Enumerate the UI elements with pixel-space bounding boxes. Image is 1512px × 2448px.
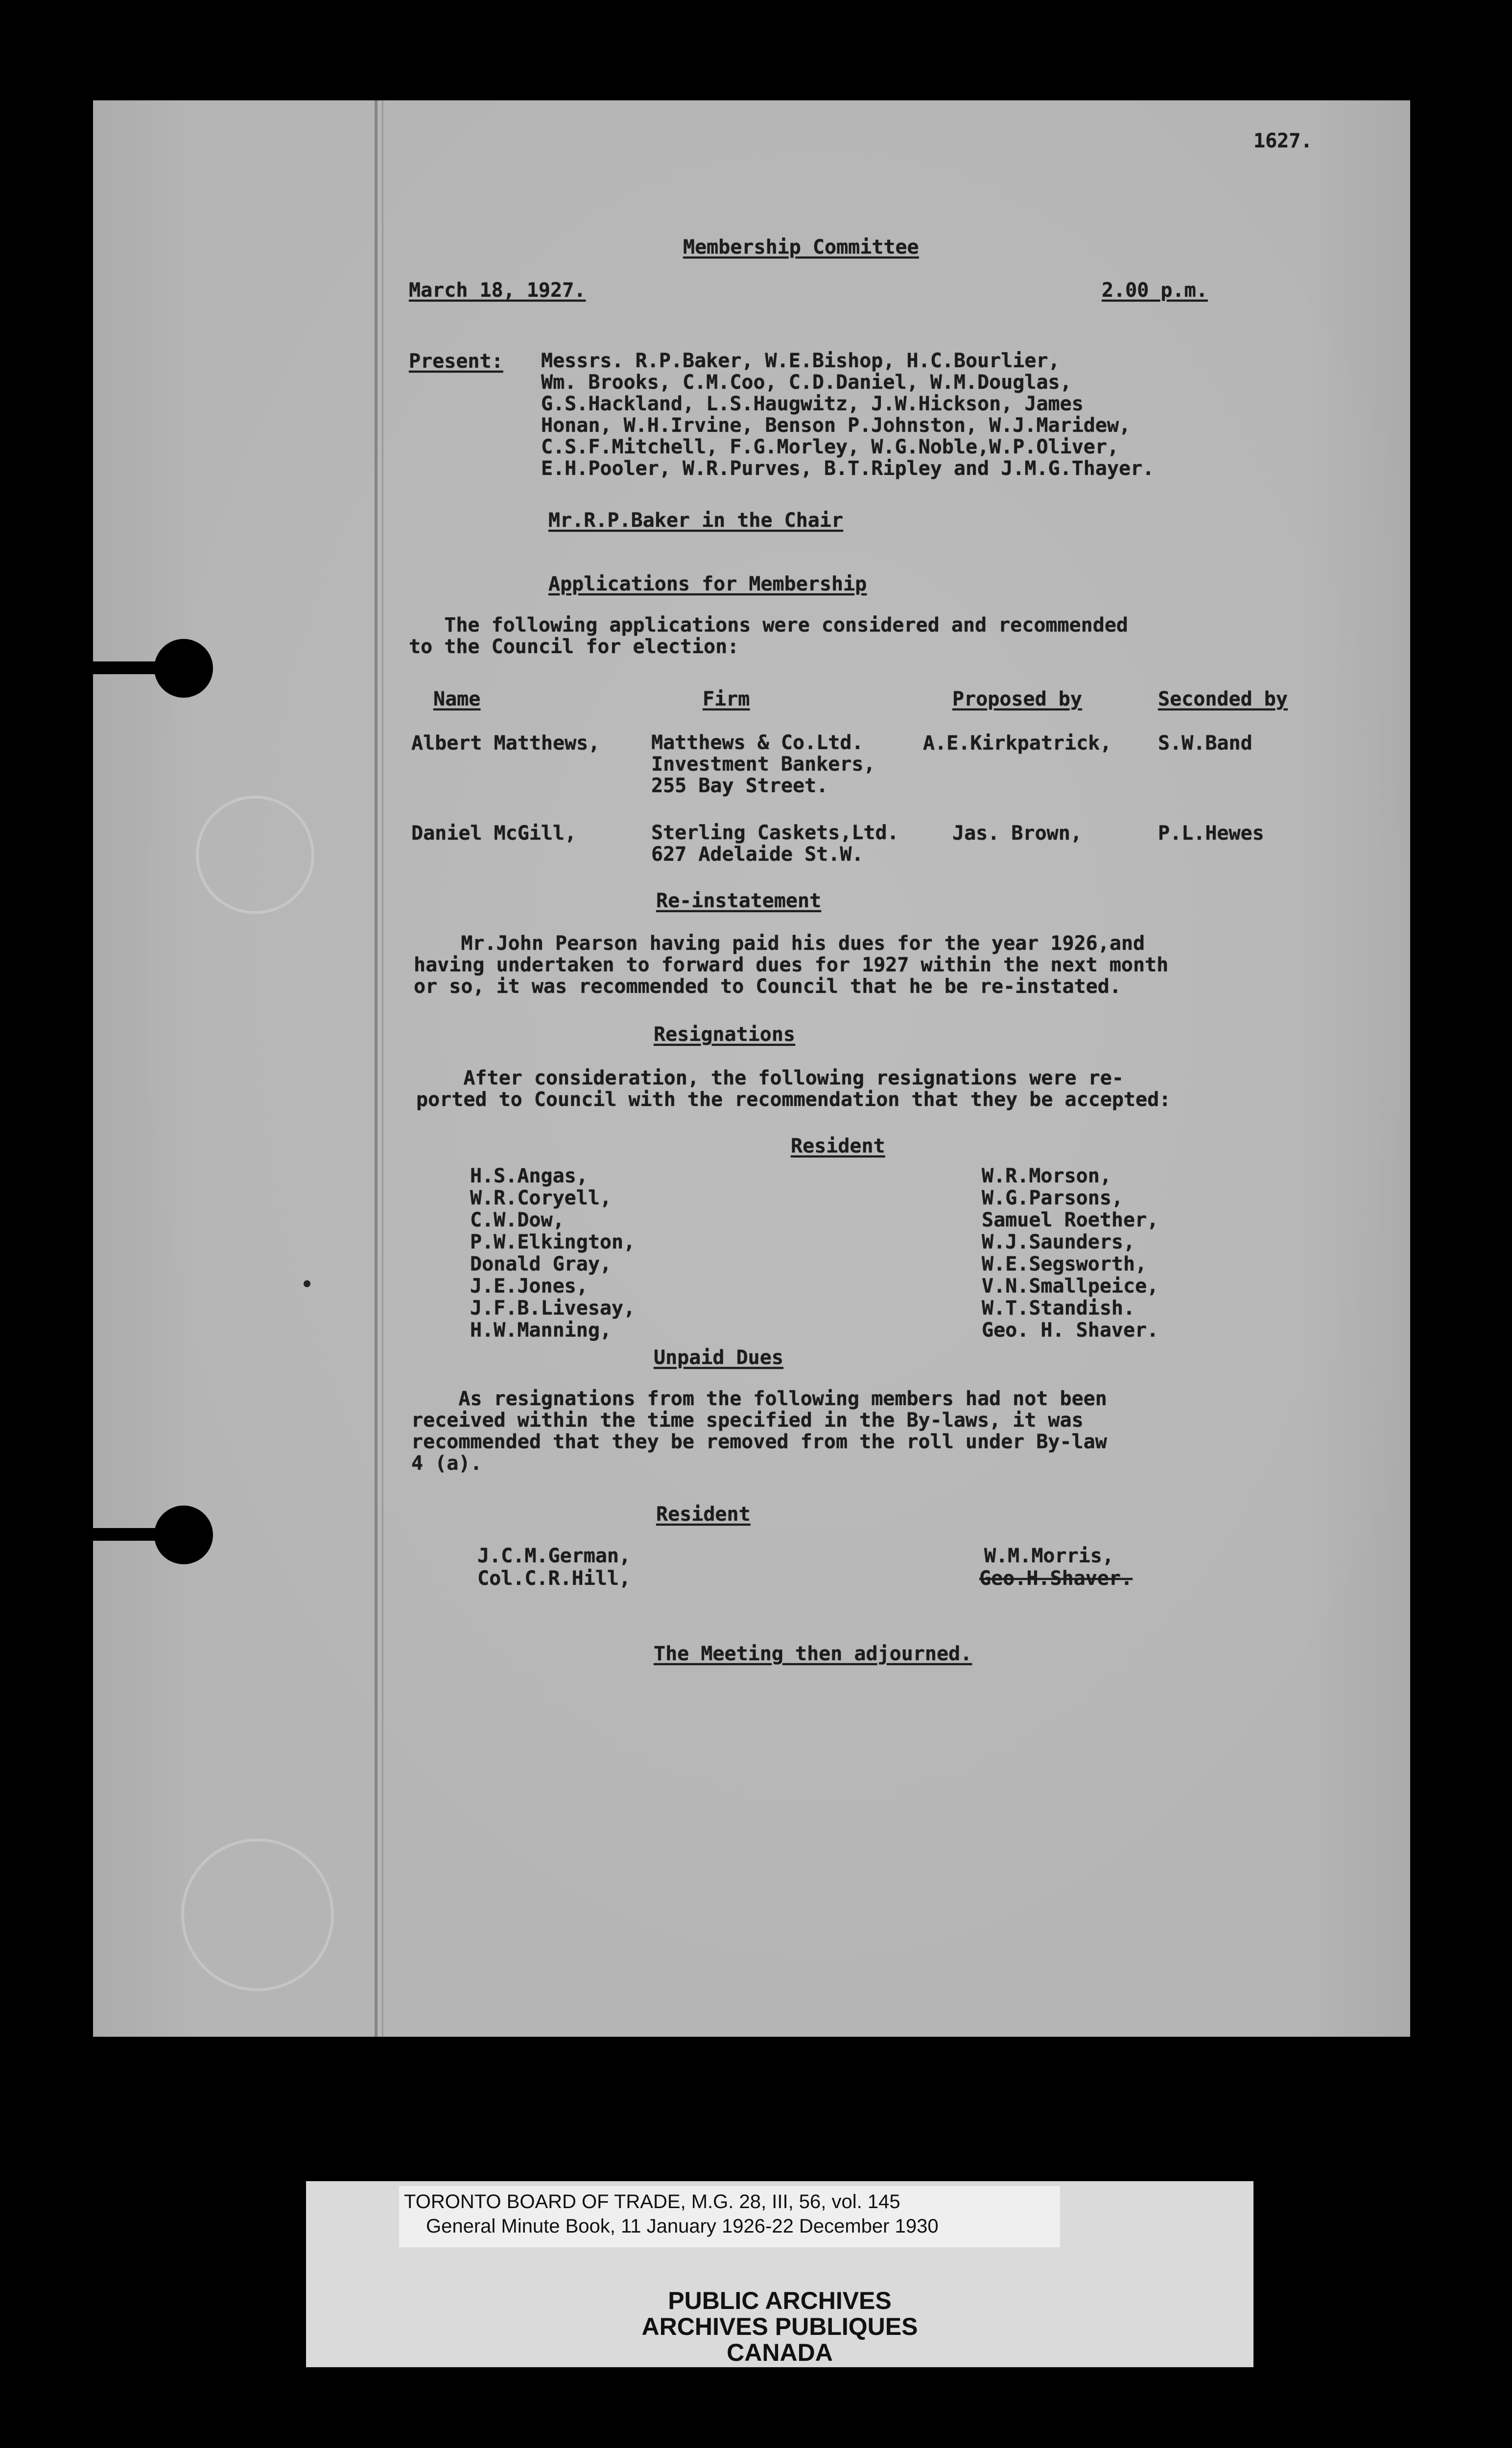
present-label: Present: xyxy=(409,350,503,373)
binder-hole-top xyxy=(154,639,213,698)
faded-seal-lower xyxy=(181,1838,334,1991)
column-header-firm: Firm xyxy=(703,688,750,710)
applicant-seconder: P.L.Hewes xyxy=(1158,822,1264,845)
removed-names-left: J.C.M.German, Col.C.R.Hill, xyxy=(477,1545,631,1590)
resignation-names-right: W.R.Morson, W.G.Parsons, Samuel Roether, W.J.Saunders, W.E.Segsworth, V.N.Smallpeice, W.T.Standish. Geo. H. Shaver. xyxy=(982,1165,1159,1342)
column-header-seconded-by: Seconded by xyxy=(1158,688,1288,710)
column-header-proposed-by: Proposed by xyxy=(952,688,1082,710)
page-number: 1627. xyxy=(1253,130,1313,152)
unpaid-dues-paragraph: As resignations from the following members had not been received within the time specified in the By-laws, it was recommended that they be removed from the roll under By-law 4 (a). xyxy=(411,1388,1107,1475)
margin-rule xyxy=(375,100,378,2037)
reinstatement-heading: Re-instatement xyxy=(656,890,822,912)
meeting-date: March 18, 1927. xyxy=(409,279,586,302)
resignations-paragraph: After consideration, the following resignations were re- ported to Council with the recommendation that they be accepted: xyxy=(416,1067,1171,1111)
archive-reference-line-2: General Minute Book, 11 January 1926-22 December 1930 xyxy=(426,2215,939,2237)
margin-rule-inner xyxy=(382,100,383,2037)
meeting-time: 2.00 p.m. xyxy=(1102,279,1208,302)
resignation-names-left: H.S.Angas, W.R.Coryell, C.W.Dow, P.W.Elkington, Donald Gray, J.E.Jones, J.F.B.Livesay, H.W.Manning, xyxy=(470,1165,636,1342)
unpaid-dues-heading: Unpaid Dues xyxy=(654,1346,783,1369)
archives-name-french: ARCHIVES PUBLIQUES xyxy=(641,2313,918,2340)
archives-country: CANADA xyxy=(727,2339,833,2366)
committee-title: Membership Committee xyxy=(683,236,919,259)
binder-hole-bottom xyxy=(154,1506,213,1564)
archive-reference-line-1: TORONTO BOARD OF TRADE, M.G. 28, III, 56, vol. 145 xyxy=(404,2191,900,2213)
reinstatement-paragraph: Mr.John Pearson having paid his dues for the year 1926,and having undertaken to forward dues for 1927 within the next month or so, it was recommended to Council that he be re-instated. xyxy=(414,932,1169,998)
struck-out-name: Geo.H.Shaver. xyxy=(979,1567,1133,1590)
archives-name-english: PUBLIC ARCHIVES xyxy=(668,2287,892,2314)
resignations-heading: Resignations xyxy=(654,1023,795,1046)
removed-name-right: W.M.Morris, xyxy=(984,1545,1114,1567)
applicant-firm: Matthews & Co.Ltd. Investment Bankers, 255 Bay Street. xyxy=(651,731,875,797)
chair-line: Mr.R.P.Baker in the Chair xyxy=(548,509,844,532)
attendee-list: Messrs. R.P.Baker, W.E.Bishop, H.C.Bourlier, Wm. Brooks, C.M.Coo, C.D.Daniel, W.M.Douglas, G.S.Hackland, L.S.Haugwitz, J.W.Hickson, James Honan, W.H.Irvine, Benson P.Johnston, W.J.Maridew, C.S.F.Mitchell, F.G.Morley, W.G.Noble,W.P.Oliver, E.H.Pooler, W.R.Purves, B.T.Ripley and J.M.G.Thayer. xyxy=(541,350,1155,480)
applications-intro: The following applications were considered and recommended to the Council for election: xyxy=(409,614,1129,658)
column-header-name: Name xyxy=(433,688,481,710)
applicant-seconder: S.W.Band xyxy=(1158,732,1252,754)
applicant-firm: Sterling Caskets,Ltd. 627 Adelaide St.W. xyxy=(651,822,899,866)
applicant-name: Daniel McGill, xyxy=(411,822,577,845)
applicant-proposer: A.E.Kirkpatrick, xyxy=(923,732,1112,754)
applicant-proposer: Jas. Brown, xyxy=(952,822,1082,845)
minutes-page xyxy=(93,100,1410,2037)
closing-line: The Meeting then adjourned. xyxy=(654,1643,972,1665)
resident-subheading: Resident xyxy=(791,1135,885,1157)
faded-seal-upper xyxy=(196,796,314,914)
ink-speck xyxy=(304,1280,310,1287)
applicant-name: Albert Matthews, xyxy=(411,732,600,754)
archive-label xyxy=(306,2181,1253,2367)
applications-heading: Applications for Membership xyxy=(548,573,867,595)
resident-subheading: Resident xyxy=(656,1503,751,1526)
